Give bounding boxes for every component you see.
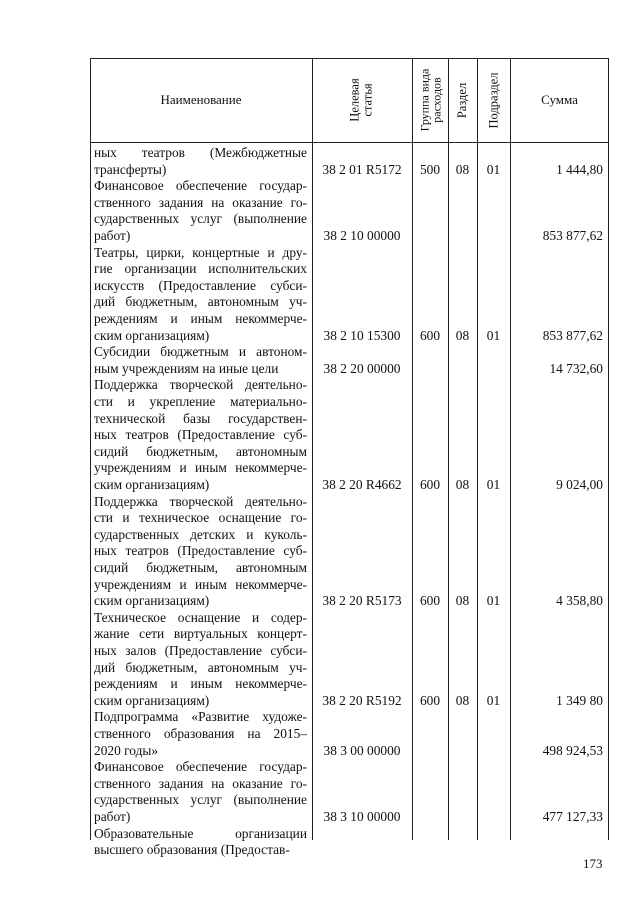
row-name-line: Субсидии бюджетным и автоном- [94,344,307,360]
row-name-line: Финансовое обеспечение государ- [94,759,307,775]
row-expense-group: 500 [419,161,441,177]
row-subsection: 01 [486,327,501,343]
row-name-line: учреждениям и иным некоммерче- [94,576,307,592]
row-section: 08 [455,477,470,492]
header-target-article [312,58,412,142]
row-target-article: 38 2 10 15300 [323,327,401,343]
row-expense-group: 600 [419,692,441,708]
row-name-line: реждениям и иным некоммерче- [94,676,307,692]
header-expense-group-line2: расходов [429,77,443,123]
header-sum-text: Сумма [541,92,578,107]
row-name-line: работ) [94,809,131,824]
row-name-line: Театры, цирки, концертные и дру- [94,244,307,260]
header-expense-group-line1: Группа вида [417,68,431,132]
header-section-text: Раздел [455,82,470,118]
header-name [90,58,312,142]
row-target-article: 38 3 10 00000 [323,809,401,824]
header-subsection-text: Подраздел [486,72,500,128]
row-name-line: ским организациям) [94,692,210,708]
header-expense-group [412,58,448,142]
row-expense-group: 600 [419,593,441,609]
row-name-line: сударственных детских и куколь- [94,526,307,542]
row-subsection: 01 [486,477,501,492]
row-name-line: сударственных услуг (выполнение [94,211,307,227]
row-sum: 9 024,00 [556,477,603,492]
row-name-line: 2020 годы» [94,742,159,758]
row-section: 08 [455,593,470,609]
row-target-article: 38 2 01 R5172 [322,161,402,177]
row-subsection: 01 [486,161,501,177]
row-subsection: 01 [486,593,501,609]
row-target-article: 38 3 00 00000 [323,742,401,758]
header-target-article-line1: Целевая [348,78,362,122]
row-sum: 853 877,62 [542,327,603,343]
header-bottom-border [90,142,609,143]
row-name-line: ским организациям) [94,593,210,609]
row-name-line: сидий бюджетным, автономным [94,560,307,575]
table-top-border [90,58,609,59]
row-name-line: Техническое оснащение и содер- [94,609,307,625]
row-name-line: Поддержка творческой деятельно- [94,377,307,393]
row-name-line: трансферты) [94,161,167,177]
row-name-line: Поддержка творческой деятельно- [94,493,307,509]
row-name-line: ных театров (Межбюджетные [94,145,307,160]
row-name-line: Образовательные организации [94,825,307,841]
row-name-line: учреждениям и иным некоммерче- [94,460,307,476]
row-section: 08 [455,161,470,177]
header-name-text: Наименование [160,92,242,107]
header-section [448,58,477,142]
row-expense-group: 600 [419,327,441,343]
row-name-line: работ) [94,228,131,243]
row-target-article: 38 2 10 00000 [323,228,401,243]
row-section: 08 [455,327,470,343]
row-name-line: ных залов (Предоставление субси- [94,643,307,658]
row-sum: 4 358,80 [556,593,603,609]
row-target-article: 38 2 20 R4662 [322,477,402,492]
row-name-line: сти и укрепление материально- [94,394,307,409]
row-sum: 498 924,53 [542,742,603,758]
row-name-line: дий бюджетным, автономным уч- [94,294,307,310]
row-name-line: искусств (Предоставление субси- [94,277,307,293]
row-name-line: высшего образования (Предостав- [94,842,290,858]
table-left-border [90,58,91,840]
row-name-line: ных театров (Предоставление суб- [94,427,307,443]
row-name-line: технической базы государствен- [94,410,307,426]
row-name-line: гие организации исполнительских [94,261,307,277]
row-sum: 14 732,60 [549,360,603,376]
row-target-article: 38 2 20 R5192 [322,692,402,708]
row-name-line: реждениям и иным некоммерче- [94,311,307,326]
row-name-line: ственного образования на 2015– [94,726,307,741]
header-target-article-line2: статья [361,83,375,117]
budget-table [90,58,609,858]
row-name-line: дий бюджетным, автономным уч- [94,659,307,675]
row-name-line: ственного задания на оказание го- [94,775,307,791]
row-name-line: Подпрограмма «Развитие художе- [94,709,307,725]
header-subsection [477,58,510,142]
row-sum: 1 444,80 [556,161,603,177]
row-sum: 477 127,33 [542,809,603,824]
row-name-line: ственного задания на оказание го- [94,194,307,210]
row-sum: 1 349 80 [556,692,603,708]
row-name-line: ным учреждениям на иные цели [94,360,279,376]
header-sum [510,58,609,142]
header-target-article-text [349,78,375,121]
row-name-line: ных театров (Предоставление суб- [94,543,307,559]
header-expense-group-text [418,69,442,132]
row-sum: 853 877,62 [542,228,603,243]
row-name-line: сударственных услуг (выполнение [94,792,307,808]
row-name-line: ским организациям) [94,327,210,343]
row-target-article: 38 2 20 R5173 [322,593,402,609]
row-name-line: Финансовое обеспечение государ- [94,178,307,194]
row-target-article: 38 2 20 00000 [323,360,401,376]
row-expense-group: 600 [419,477,441,492]
row-section: 08 [455,692,470,708]
page-number: 173 [583,856,603,871]
table-right-border [608,58,609,840]
row-name-line: ским организациям) [94,477,210,492]
row-name-line: сидий бюджетным, автономным [94,443,307,459]
row-name-line: сти и техническое оснащение го- [94,510,307,526]
row-name-line: жание сети виртуальных концерт- [94,626,307,642]
row-subsection: 01 [486,692,501,708]
